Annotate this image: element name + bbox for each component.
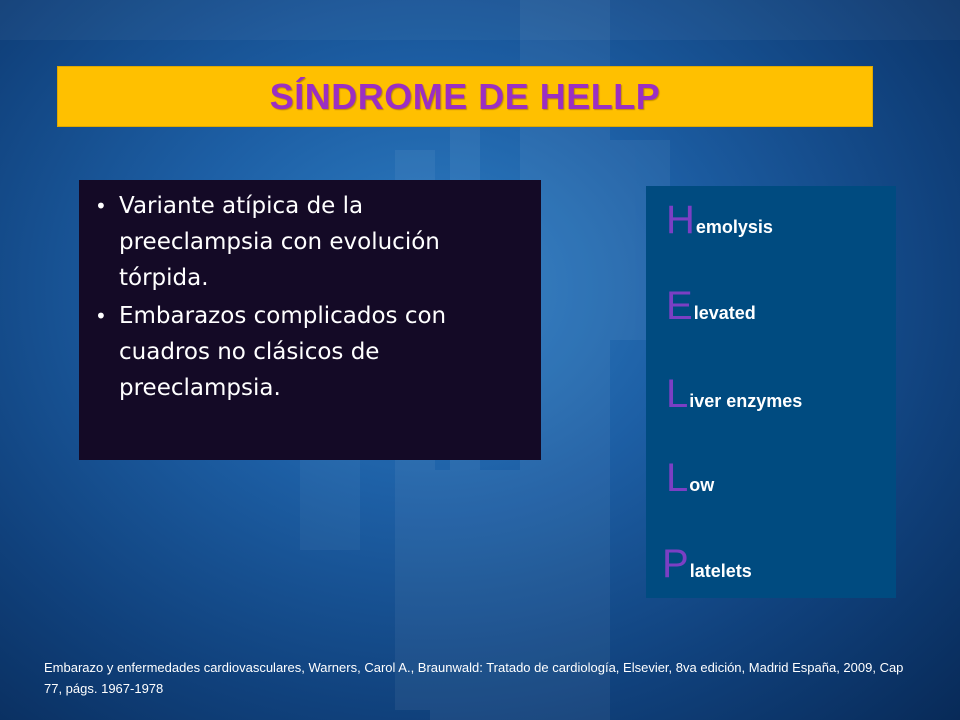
acronym-word: emolysis	[695, 217, 773, 237]
description-box	[79, 180, 541, 460]
title-banner	[57, 66, 873, 127]
acronym-row-low	[666, 458, 714, 498]
bullet-text: Embarazos complicados con cuadros no clásicos de preeclampsia.	[119, 303, 447, 401]
hellp-acronym-box	[646, 186, 896, 598]
acronym-row-elevated	[666, 286, 756, 326]
acronym-row-liver-enzymes	[666, 374, 802, 414]
acronym-letter: L	[666, 372, 689, 416]
acronym-letter: E	[666, 284, 693, 328]
acronym-word: latelets	[689, 561, 752, 581]
bullet-dot-icon: •	[95, 304, 107, 328]
bullet-list	[87, 188, 521, 406]
acronym-letter: L	[666, 456, 689, 500]
bullet-text: Variante atípica de la preeclampsia con evolución tórpida.	[119, 193, 440, 291]
acronym-letter: H	[666, 198, 695, 242]
slide-title: SÍNDROME DE HELLP	[269, 75, 661, 117]
acronym-word: levated	[693, 303, 756, 323]
bullet-item	[87, 298, 521, 406]
acronym-letter: P	[662, 542, 689, 586]
citation-footnote: Embarazo y enfermedades cardiovasculares, Warners, Carol A., Braunwald: Tratado de cardiología, Elsevier, 8va edición, Madrid España, 2009, Cap 77, págs. 1967-1978	[44, 660, 904, 696]
bullet-item	[87, 188, 521, 296]
acronym-word: iver enzymes	[689, 391, 803, 411]
acronym-row-platelets	[662, 544, 752, 584]
bullet-dot-icon: •	[95, 194, 107, 218]
acronym-row-hemolysis	[666, 200, 773, 240]
acronym-word: ow	[689, 475, 715, 495]
